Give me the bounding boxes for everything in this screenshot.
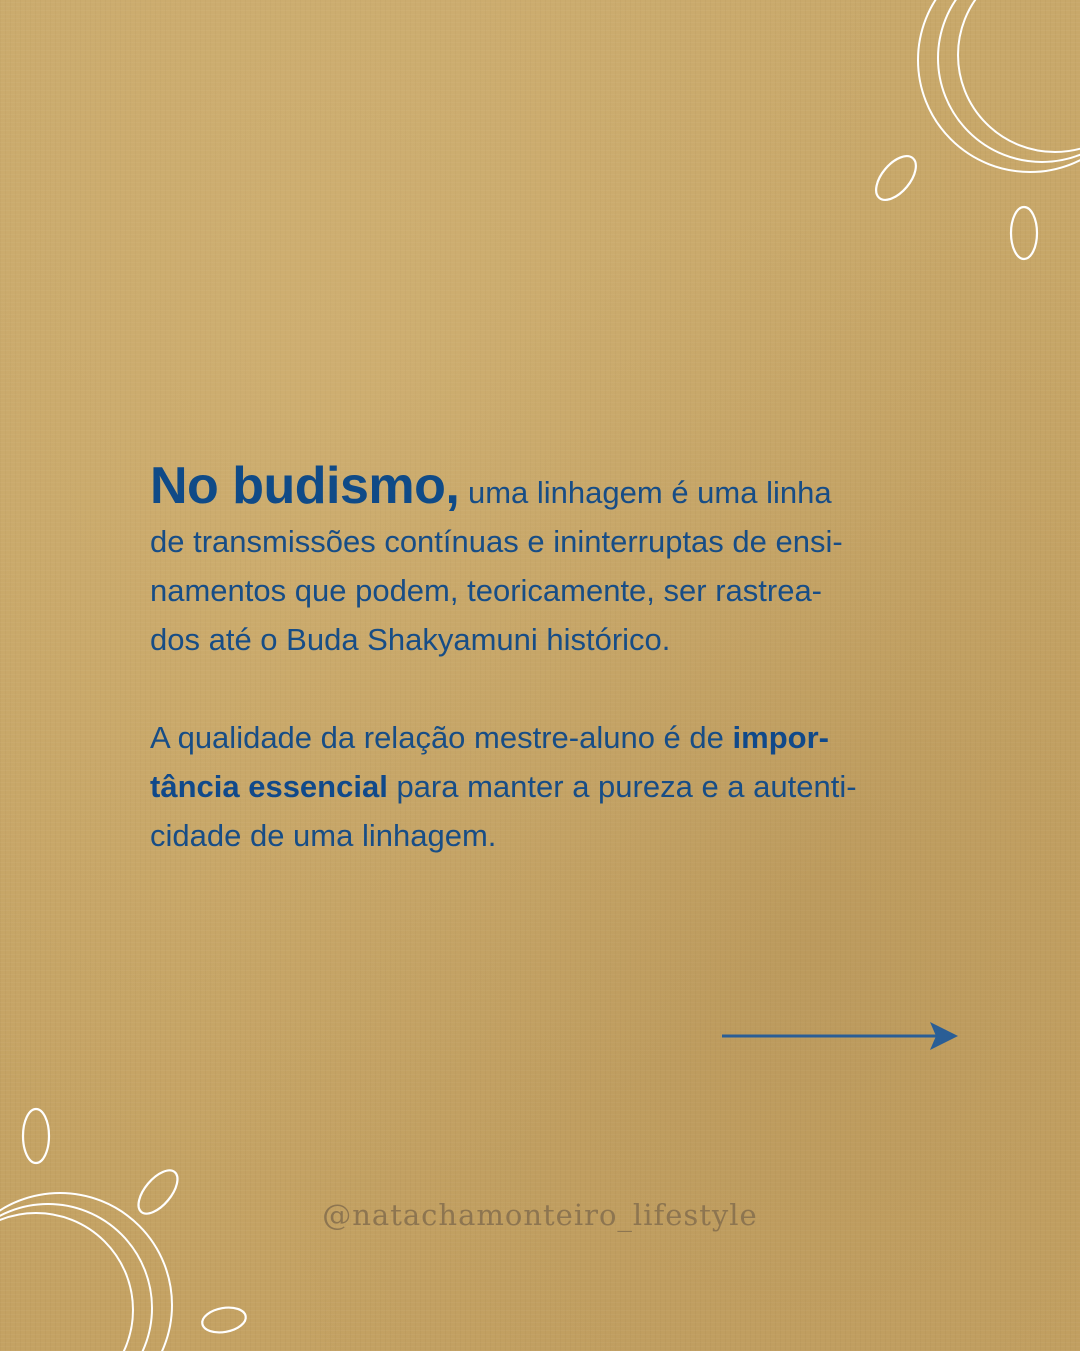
paragraph-text: de transmissões contínuas e ininterruptas de ensi- (150, 524, 843, 559)
paragraph-text: cidade de uma linhagem. (150, 818, 497, 853)
emphasis-text: impor- (732, 720, 829, 755)
seed-shape-icon (200, 1304, 247, 1335)
emphasis-text: tância essencial (150, 769, 388, 804)
paragraph-text: namentos que podem, teoricamente, ser rastrea- (150, 573, 823, 608)
paragraph-text: para manter a pureza e a autenti- (387, 769, 857, 804)
top-right-circle-middle (938, 0, 1080, 162)
paragraph-text: uma linhagem é uma linha (459, 475, 832, 510)
lead-heading: No budismo, (150, 457, 460, 515)
seed-shape-icon (23, 1109, 49, 1163)
bottom-left-circle-inner (0, 1213, 133, 1351)
paragraph-master-student (150, 713, 940, 860)
top-right-circles-icon (918, 0, 1080, 172)
top-right-circle-inner (958, 0, 1080, 152)
paragraph-text: A qualidade da relação mestre-aluno é de (150, 720, 733, 755)
arrow-right-icon[interactable] (722, 1022, 958, 1050)
paragraph-lineage (150, 457, 940, 664)
seed-shape-icon (1011, 207, 1037, 259)
main-text (150, 457, 940, 860)
paragraph-text: dos até o Buda Shakyamuni histórico. (150, 622, 671, 657)
social-handle: @natachamonteiro_lifestyle (322, 1198, 758, 1232)
seed-shape-icon (869, 149, 924, 207)
